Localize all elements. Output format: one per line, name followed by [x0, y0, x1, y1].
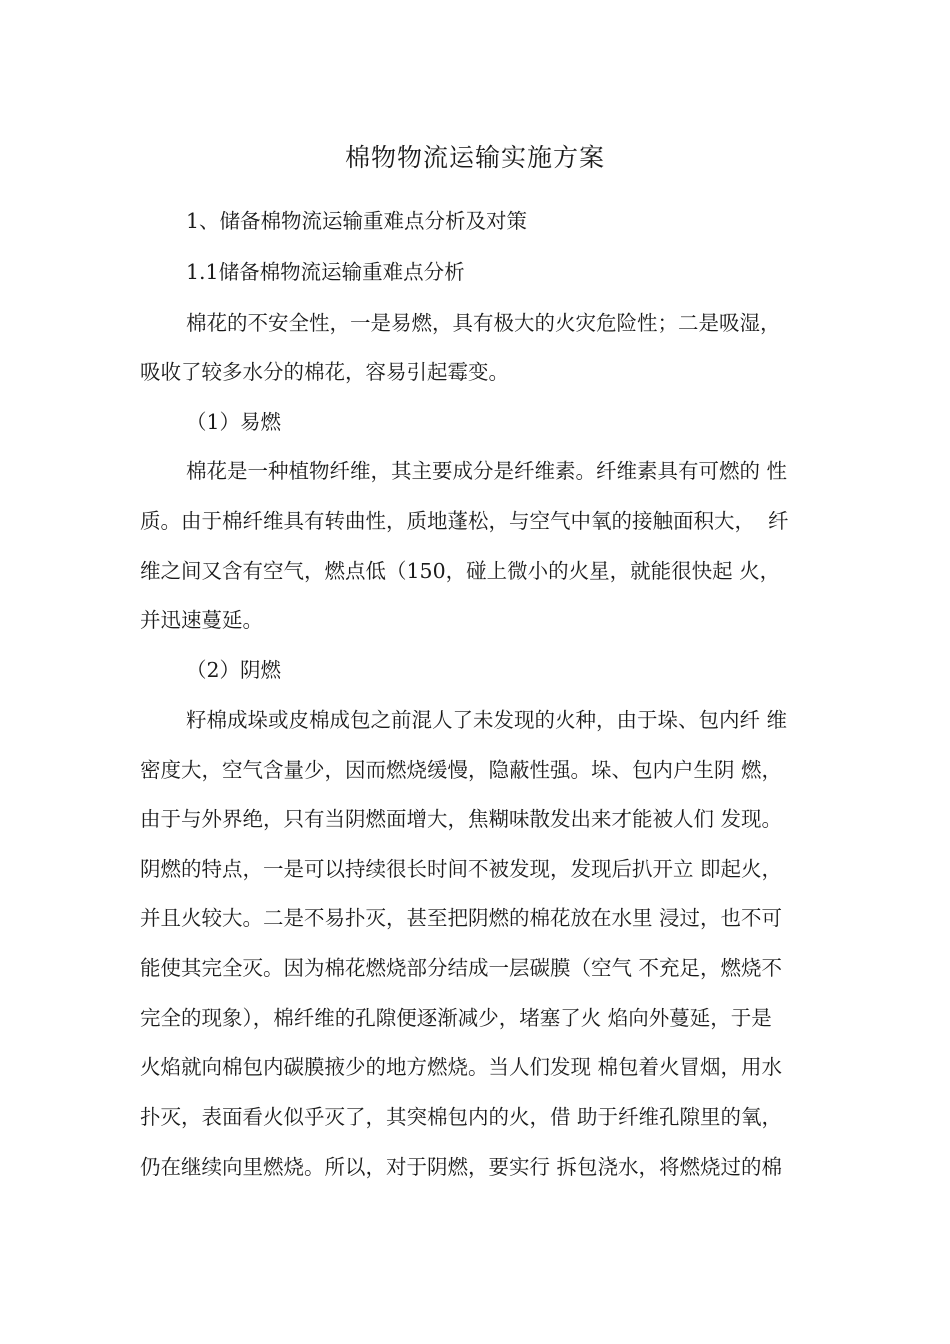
paragraph-line: 籽棉成垛或皮棉成包之前混人了未发现的火种，由于垛、包内纤 维	[186, 708, 788, 732]
subheading-flammable: （1）易燃	[186, 410, 282, 434]
section-heading-1: 1、储备棉物流运输重难点分析及对策	[186, 209, 528, 233]
subheading-smoldering: （2）阴燃	[186, 658, 282, 682]
paragraph-line: 仍在继续向里燃烧。所以，对于阴燃，要实行 拆包浇水，将燃烧过的棉	[140, 1155, 783, 1179]
paragraph-line: 阴燃的特点，一是可以持续很长时间不被发现，发现后扒开立 即起火，	[140, 857, 783, 881]
paragraph-line: 完全的现象），棉纤维的孔隙便逐渐减少，堵塞了火 焰向外蔓延，于是	[140, 1006, 772, 1030]
intro-line: 吸收了较多水分的棉花，容易引起霉变。	[140, 360, 509, 384]
paragraph-line: 能使其完全灭。因为棉花燃烧部分结成一层碳膜（空气 不充足，燃烧不	[140, 956, 783, 980]
paragraph-line: 扑灭，表面看火似乎灭了，其突棉包内的火，借 助于纤维孔隙里的氧，	[140, 1105, 783, 1129]
paragraph-line: 质。由于棉纤维具有转曲性，质地蓬松，与空气中氧的接触面积大， 纤	[140, 509, 789, 533]
paragraph-line: 火焰就向棉包内碳膜掖少的地方燃烧。当人们发现 棉包着火冒烟，用水	[140, 1055, 783, 1079]
paragraph-line: 并且火较大。二是不易扑灭，甚至把阴燃的棉花放在水里 浸过，也不可	[140, 906, 783, 930]
paragraph-line: 棉花是一种植物纤维，其主要成分是纤维素。纤维素具有可燃的 性	[186, 459, 788, 483]
paragraph-line: 由于与外界绝，只有当阴燃面增大，焦糊味散发出来才能被人们 发现。	[140, 807, 783, 831]
section-heading-1-1: 1.1储备棉物流运输重难点分析	[186, 260, 465, 284]
paragraph-line: 维之间又含有空气，燃点低（150，碰上微小的火星，就能很快起 火，	[140, 559, 781, 583]
paragraph-line: 密度大，空气含量少，因而燃烧缓慢，隐蔽性强。垛、包内户生阴 燃，	[140, 758, 783, 782]
document-title: 棉物物流运输实施方案	[344, 143, 605, 172]
paragraph-line: 并迅速蔓延。	[140, 608, 263, 632]
intro-line: 棉花的不安全性，一是易燃，具有极大的火灾危险性；二是吸湿，	[186, 311, 781, 335]
